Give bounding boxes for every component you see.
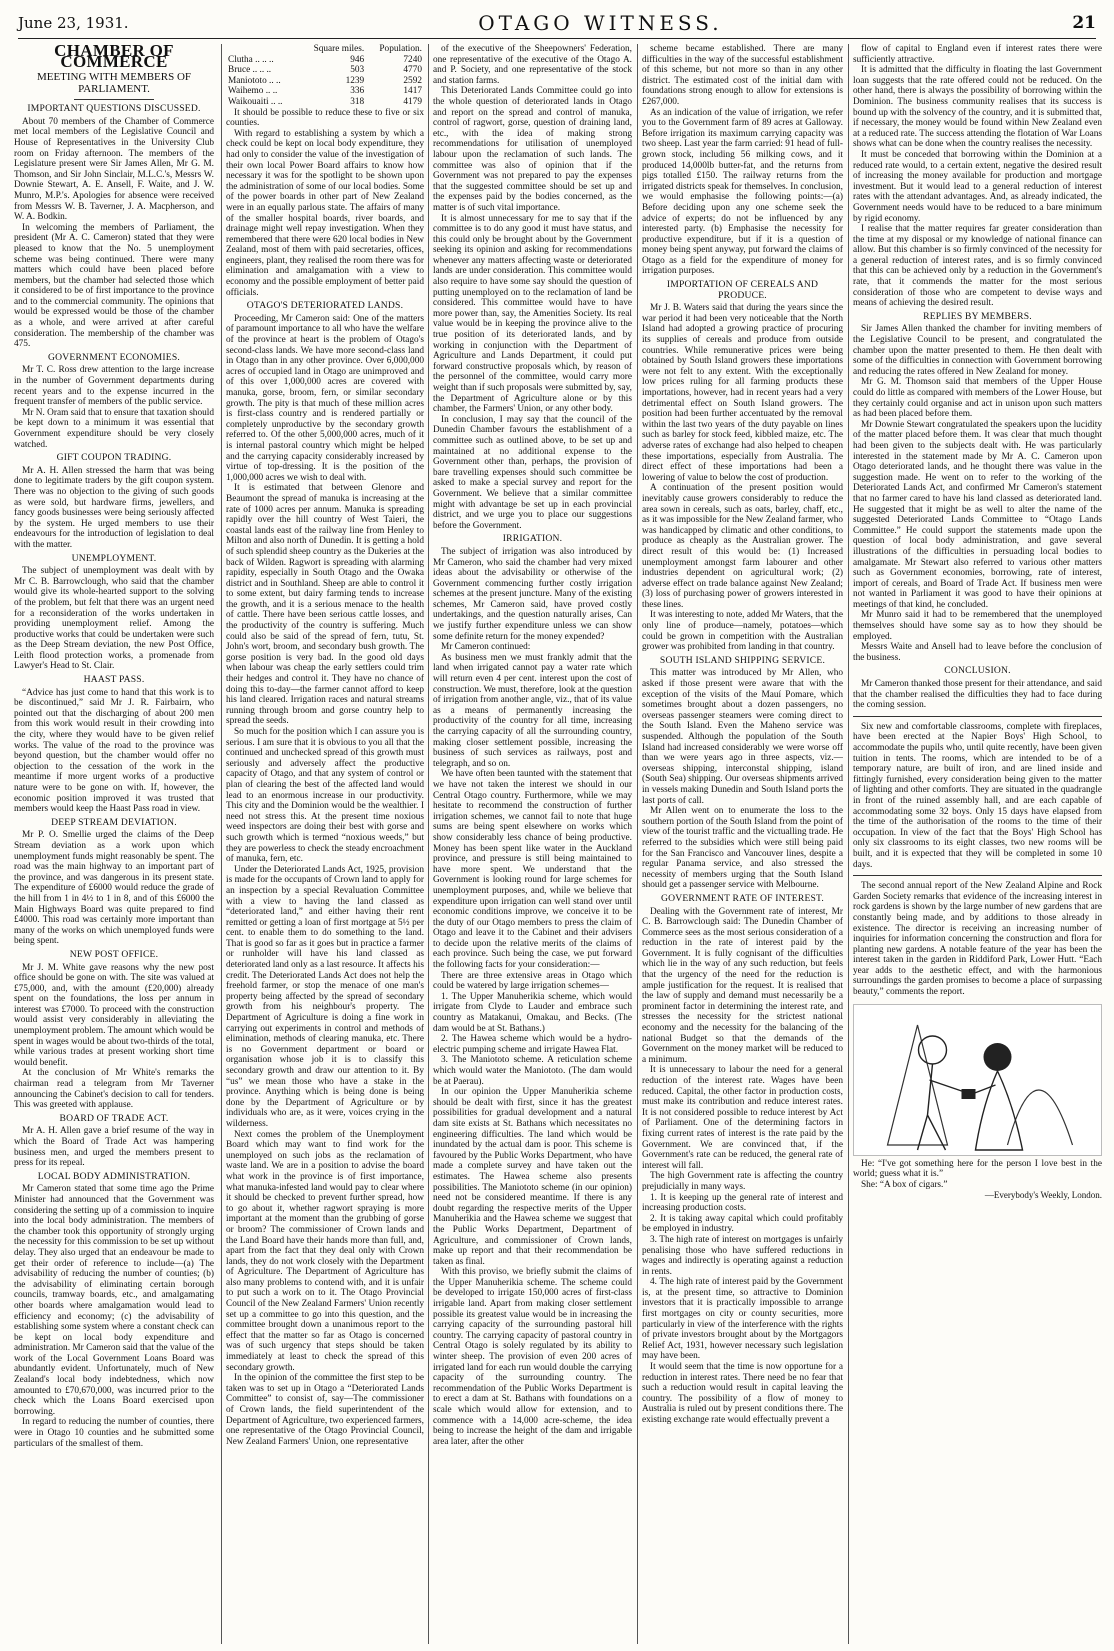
columns bbox=[14, 44, 1102, 1644]
section-heading: IMPORTATION OF CEREALS AND PRODUCE. bbox=[666, 279, 819, 301]
paragraph: Mr T. C. Ross drew attention to the large increase in the number of Government departments during recent years and to the expense incurred in the frequent transfer of members of the public service. bbox=[14, 365, 214, 408]
section-heading: IRRIGATION. bbox=[502, 533, 563, 545]
table-cell: Bruce .. .. .. bbox=[228, 65, 272, 76]
divider bbox=[853, 875, 1102, 876]
paragraph: In the opinion of the committee the first step to be taken was to set up in Otago a “Deteriorated Lands Committee” to consist of, say—The commissioner of Crown lands, the field superintendent of the Department of Agriculture, two experienced farmers, one representative of the Otago Provincial Council, New Zealand Farmers' Union, one representative bbox=[226, 1373, 424, 1447]
paragraph: The subject of unemployment was dealt with by Mr C. B. Barrowclough, who said that the chamber would give its whole-hearted support to the solving of the problem, but felt that there was an urgent need for a reconsideration of the works undertaken in providing unemployment relief. Among the productive works that could be undertaken were such as the Deep Stream deviation, the new Post Office, Leith flood protection works, a promenade from Lawyer's Head to St. Clair. bbox=[14, 566, 214, 672]
table-row bbox=[226, 86, 424, 97]
table-cell: 1417 bbox=[403, 86, 422, 97]
cartoon-couple-icon bbox=[854, 1005, 1101, 1155]
paragraph: 4. The high rate of interest paid by the Government is, at the present time, so attractive to Dominion investors that it is practically impossible to arrange first mortgages on city or county securities, more particularly in view of the interference with the rights of private investors brought about by the Mortgagors Relief Act, 1931, however necessary such legislation may have been. bbox=[642, 1277, 843, 1362]
column-rule bbox=[637, 44, 638, 1644]
paragraph: This Deteriorated Lands Committee could go into the whole question of deteriorated lands in Otago and report on the spread and control of manuka, control of ragwort, gorse, question of draining land, etc., with the idea of making strong recommendations for utilisation of unemployed labour upon the reclamation of such lands. The committee was also of opinion that if the Government was not prepared to pay the expenses that the suggested committee should be set up and the expenses paid by the bodies concerned, as the matter is of such vital importance. bbox=[433, 86, 632, 213]
paragraph: 2. It is taking away capital which could profitably be employed in industry. bbox=[642, 1213, 843, 1235]
paragraph: It is admitted that the difficulty in floating the last Government loan suggests that the rate offered could not be reduced. On the other hand, there is always the possibility of borrowing within the Dominion. The business community realises that its success is bound up with the solvency of the country, and it is submitted that, if necessary, the money would be found within New Zealand even at a reduced rate. The success attending the flotation of War Loans shows what can be done when the country realises the necessity. bbox=[853, 65, 1102, 150]
paragraph: Dealing with the Government rate of interest, Mr C. B. Barrowclough said: The Dunedin Chamber of Commerce sees as the most serious consideration of a reduction in the rate of interest paid by the Government. It is fully cognisant of the difficulties which lie in the way of any such reduction, but feels that the urgency of the need for the reduction is ample justification for the request. It is realised that the law of supply and demand must necessarily be a prominent factor in determining the interest rate, and stresses the necessity for the strictest national economy and the necessity for the balancing of the national Budget so that the demands of the Government on the money market will be reduced to a minimum. bbox=[642, 906, 843, 1065]
paragraph: Mr Cameron thanked those present for their attendance, and said that the chamber realised the difficulties they had to face during the coming session. bbox=[853, 679, 1102, 711]
counties-table bbox=[226, 44, 424, 108]
masthead bbox=[18, 8, 1096, 39]
column-rule bbox=[221, 44, 222, 1644]
divider bbox=[74, 99, 154, 100]
column-3 bbox=[433, 44, 632, 1644]
paragraph: Mr Munro said it had to be remembered that the unemployed themselves should have some say as to how they should be employed. bbox=[853, 610, 1102, 642]
paragraph: Mr A. H. Allen gave a brief resume of the way in which the Board of Trade Act was hampering business men, and urged the members present to press for its repeal. bbox=[14, 1126, 214, 1169]
cartoon-credit: —Everybody's Weekly, London. bbox=[984, 1190, 1102, 1201]
paragraph: It is estimated that between Glenore and Beaumont the spread of manuka is increasing at the rate of 1000 acres per annum. Manuka is spreading rapidly over the hill country of West Taieri, the coastal lands east of the railway line from Henley to Milton and also north of Dunedin. It is getting a hold of such splendid sheep country as the Dukeries at the back of Wilden. Ragwort is spreading with alarming rapidity, especially in South Otago and the Owaka district and in Southland. Sheep are able to control it to some extent, but dairy farming tends to increase the growth, and it is a serious menace to the health of cattle. There have been serious cattle losses, and the productivity of the country is suffering. Much could also be said of the spread of fern, tutu, St. John's wort, broom, and secondary bush growth. The gorse position is very bad. In the good old days when labour was cheap the early settlers could trim their hedges and control it. They have no chance of doing this to-day—the farmer cannot afford to keep his land cleared. Irrigation races and natural streams running through broom and gorse country help to spread the seeds. bbox=[226, 483, 424, 727]
paragraph: In regard to reducing the number of counties, there were in Otago 10 counties and he submitted some particulars of the smallest of them. bbox=[14, 1417, 214, 1449]
section-heading: UNEMPLOYMENT. bbox=[71, 552, 157, 564]
section-heading: NEW POST OFFICE. bbox=[69, 948, 159, 960]
paragraph: It would seem that the time is now opportune for a reduction in interest rates. There need be no fear that such a reduction would result in capital leaving the country. The possibility of a flow of money to Australia is ruled out by present conditions there. The existing exchange rate would effectually prevent a bbox=[642, 1362, 843, 1425]
paragraph: Mr Downie Stewart congratulated the speakers upon the lucidity of the matter placed before them. It was clear that much thought had been given to the subjects dealt with. He was particularly interested in the statement made by Mr A. C. Cameron upon Otago deteriorated lands, and he thought there was value in the suggestion made. He went on to refer to the working of the Deteriorated Lands Act, and confirmed Mr Cameron's statement that no farmer cared to have his land classed as deteriorated land. He suggested that it might be as well to alter the name of the suggested Deteriorated Lands Committee to “Otago Lands Committee.” He could support the statements made upon the question of local body administration, and gave several illustrations of the difficulties in persuading local bodies to amalgamate. Mr Stewart also referred to various other matters such as Government economies, borrowing, rate of interest, import of cereals, and Board of Trade Act. If business men were not wanted in Parliament it was good to have their opinions at meetings of that kind, he concluded. bbox=[853, 419, 1102, 610]
newspaper-title: OTAGO WITNESS. bbox=[478, 11, 723, 35]
section-heading: GOVERNMENT ECONOMIES. bbox=[48, 351, 180, 363]
column-2 bbox=[226, 44, 424, 1644]
divider bbox=[853, 716, 1102, 717]
paragraph: There are three extensive areas in Otago which could be watered by large irrigation schemes— bbox=[433, 970, 632, 992]
paragraph: 1. It is keeping up the general rate of interest and increasing production costs. bbox=[642, 1192, 843, 1214]
paragraph: With this proviso, we briefly submit the claims of the Upper Manuherikia scheme. The scheme could be developed to irrigate 150,000 acres of first-class irrigable land. Apart from making closer settlement possible its greatest value would be in increasing the carrying capacity of the surrounding pastoral hill country. The carrying capacity of pastoral country in Central Otago is solely regulated by its ability to winter sheep. The provision of even 200 acres of irrigated land for each run would double the carrying capacity of the surrounding country. The recommendation of the Public Works Department is to erect a dam at St. Bathans with foundations on a scale which would allow for extension, and to commence with a 14,000 acre-scheme, the idea being to increase the height of the dam and irrigable area later, after the other bbox=[433, 1267, 632, 1447]
column-rule bbox=[848, 44, 849, 1644]
paragraph: Mr A. H. Allen stressed the harm that was being done to legitimate traders by the gift coupon system. There was no objection to the giving of such goods as were sold, but hardware firms, jewellers, and fancy goods businesses were being seriously affected by the system. He urged members to use their endeavours for the introduction of legislation to deal with the matter. bbox=[14, 465, 214, 550]
paragraph: The second annual report of the New Zealand Alpine and Rock Garden Society remarks that evidence of the increasing interest in rock gardens is shown by the large number of new gardens that are constantly being made, and by additions to those already in existence. The director is receiving an increasing number of inquiries for information concerning the construction and flora for planting new gardens. A notable feature of the year has been the interest taken in the garden in Riddiford Park, Lower Hutt. “Each year adds to the aesthetic effect, and with the harmonious surroundings the garden promises to become a place of surpassing beauty,” comments the report. bbox=[853, 881, 1102, 998]
paragraph: Messrs Waite and Ansell had to leave before the conclusion of the business. bbox=[853, 642, 1102, 663]
paragraph: About 70 members of the Chamber of Commerce met local members of the Legislative Council and House of Representatives in the University Club room on Friday afternoon. The members of the Legislature present were Sir James Allen, Mr G. M. Thomson, and Sir John Sinclair, M.L.C.'s, Messrs W. Downie Stewart, A. E. Ansell, F. Waite, and J. W. Munro, M.P.'s. Apologies for absence were received from Messrs W. B. Taverner, J. A. Macpherson, and W. A. Bodkin. bbox=[14, 116, 214, 223]
paragraph: Mr P. O. Smellie urged the claims of the Deep Stream deviation as a work upon which unemployment funds might reasonably be spent. The road was the main highway to an important part of the province, and was dangerous in its present state. The expenditure of £6000 would reduce the grade of the hill from 1 in 4½ to 1 in 8, and of this £6000 the Main Highways Board was quite prepared to find £4000. This road was certainly more important than many of the works on which unemployed funds were being spent. bbox=[14, 830, 214, 947]
paragraph: It is almost unnecessary for me to say that if the committee is to do any good it must have status, and this could only be brought about by the Government seeking its opinion and asking for recommendations whenever any matters affecting waste or deteriorated lands are under consideration. This committee would also require to have some say should the question of putting unemployed on to the reclamation of land be considered. This committee would have to have more power than, say, the Amenities Society. Its real value would be in keeping the province alive to the true position of its deteriorated lands, and by working in conjunction with the Department of Agriculture and Lands Department, it could put forward constructive proposals which, by reason of the personnel of the committee, would carry more weight than if such proposals were submitted by, say, the Department of Agriculture alone or by this chamber, the Farmers' Union, or any other body. bbox=[433, 213, 632, 415]
column-1 bbox=[14, 44, 214, 1644]
paragraph: scheme became established. There are many difficulties in the way of the successful establishment of this scheme, but not more so than in any other district. The estimated cost of the initial dam with foundations strong enough to allow for extensions is £267,000. bbox=[642, 44, 843, 107]
paragraph: In conclusion, I may say that the council of the Dunedin Chamber favours the establishment of a committee such as outlined above, to be set up and maintained at no additional expense to the Government other than, perhaps, the provision of bare travelling expenses should such committee be asked to make a special survey and report for the Government. We believe that a similar committee might with advantage be set up in each provincial district, and we urge you to place our suggestions before the Government. bbox=[433, 414, 632, 531]
paragraph: Proceeding, Mr Cameron said: One of the matters of paramount importance to all who have the welfare of the province at heart is the problem of Otago's second-class lands. We have more second-class land in Otago than in any other province. Over 6,000,000 acres of occupied land in Otago are unimproved and of this over 1,000,000 acres are covered with manuka, gorse, broom, fern, or similar secondary growth. The pity is that much of these million acres is first-class country and is rendered partially or completely unproductive by the secondary growth referred to. Of the other 5,000,000 acres, much of it is internal pastoral country which might be helped and the carrying capacity considerably increased by virtue of top-dressing. It is the position of the 1,000,000 acres we wish to deal with. bbox=[226, 313, 424, 483]
table-cell: 2592 bbox=[403, 75, 422, 86]
table-header-row bbox=[226, 44, 424, 55]
table-cell: 7240 bbox=[403, 54, 422, 65]
section-heading: SOUTH ISLAND SHIPPING SERVICE. bbox=[659, 654, 826, 666]
paragraph: 3. The Maniototo scheme. A reticulation scheme which would water the Maniototo. (The dam would be at Paerau). bbox=[433, 1055, 632, 1087]
paragraph: flow of capital to England even if interest rates there were sufficiently attractive. bbox=[853, 44, 1102, 65]
paragraph: Mr Cameron continued: bbox=[441, 642, 531, 653]
paragraph: Mr J. M. White gave reasons why the new post office should be gone on with. The site was valued at £75,000, and, with the amount (£20,000) already spent on the foundations, the loss per annum in interest was £7000. To proceed with the construction would assist very considerably in alleviating the unemployment problem. The amount which would be spent in wages would be about two-thirds of the total, while various trades at present working short time would benefit. bbox=[14, 962, 214, 1068]
paragraph: As business men we must frankly admit that the land when irrigated cannot pay a water rate which will return even 4 per cent. interest upon the cost of construction. We must, therefore, look at the question of irrigation from another angle, viz., that of its value as a means of permanently increasing the productivity of the country for all time, increasing the carrying capacity of all the surrounding country, making closer settlement possible, increasing the business of such services as railways, post and telegraph, and so on. bbox=[433, 652, 632, 769]
table-cell: 336 bbox=[350, 86, 365, 97]
paragraph: Mr G. M. Thomson said that members of the Upper House could do little as compared with members of the Lower House, but they certainly could organise and act in unison upon such matters as had been placed before them. bbox=[853, 377, 1102, 420]
table-header: Square miles. bbox=[313, 44, 365, 54]
paragraph: 1. The Upper Manuherikia scheme, which would irrigate from Clyde to Lauder and embrace such country as Matakanui, Omakau, and Becks. (The dam would be at St. Bathans.) bbox=[433, 991, 632, 1034]
section-heading: IMPORTANT QUESTIONS DISCUSSED. bbox=[27, 103, 201, 115]
paragraph: The subject of irrigation was also introduced by Mr Cameron, who said the chamber had very mixed ideas about the advisability or otherwise of the Government commencing further costly irrigation schemes at the present juncture. Many of the existing schemes, Mr Cameron said, have proved costly undertakings, and the question naturally arises, Can we justify further expenditure unless we can show some definite return for the money expended? bbox=[433, 546, 632, 642]
paragraph: 2. The Hawea scheme which would be a hydro-electric pumping scheme and irrigate Hawea Flat. bbox=[433, 1034, 632, 1055]
table-cell: Waikouaiti .. .. bbox=[228, 96, 283, 107]
paragraph: In our opinion the Upper Manuherikia scheme should be dealt with first, since it has the greatest possibilities for gradual development and a natural dam site exists at St. Bathans which necessitates no engineering difficulties. The land which would be inundated by the actual dam is poor. This scheme is favoured by the Public Works Department, who have made a complete survey and have taken out the estimates. The Hawea scheme also presents possibilities. The Maniototo scheme (in our opinion) need not be considered meantime. If there is any doubt regarding the respective merits of the Upper Manuherikia and the Hawea scheme we suggest that the Public Works Department, Department of Agriculture, and commissioner of Crown lands, make up report and that their recommendation be taken as final. bbox=[433, 1087, 632, 1267]
section-heading: GIFT COUPON TRADING. bbox=[56, 452, 172, 464]
paragraph: It must be conceded that borrowing within the Dominion at a reduced rate would, to a certain extent, negative the desired result of increasing the money available for production and mortgage investment. But it would lead to a general reduction of interest rates with the attendant advantages. And, as already indicated, the Government needs would have to be reduced to a bare minimum by rigid economy. bbox=[853, 149, 1102, 224]
paragraph: Under the Deteriorated Lands Act, 1925, provision is made for the occupants of Crown land to apply for an inspection by a special Revaluation Committee with a view to having the land classed as “deteriorated land,” and either having their rent remitted or getting a loan of first mortgage at 5½ per cent. to enable them to do something to the land. That is good so far as it goes but in practice a farmer or runholder will have his land classed as deteriorated land only as a last resource. It affects his credit. The Deteriorated Lands Act does not help the freehold farmer, or stop the menace of one man's property being affected by the spread of secondary growth from his neighbour's property. The Department of Agriculture is doing a fine work in carrying out experiments in control and methods of elimination, methods of clearing manuka, etc. There is no Government department or board or organisation whose job it is to classify this secondary growth and draw our attention to it. By “us” we mean those who have a stake in the province. Anything which is being done is being done by the Department of Agriculture or by individuals who are, as it were, voices crying in the wilderness. bbox=[226, 864, 424, 1129]
paragraph: I realise that the matter requires far greater consideration than the time at my disposal or my knowledge of national finance can allow. But this chamber is so firmly convinced of the necessity for a general reduction of interest rates, and is so firmly convinced that this can be achieved only by a reduction in the Government's rate, that it commends the matter for the most serious consideration of those who are competent to devise ways and means of achieving the desired result. bbox=[853, 224, 1102, 309]
table-row bbox=[226, 76, 424, 87]
section-heading: BOARD OF TRADE ACT. bbox=[59, 1112, 169, 1124]
paragraph: Sir James Allen thanked the chamber for inviting members of the Legislative Council to be present, and congratulated the chamber upon the matter presented to them. He then dealt with some of the difficulties in connection with Government borrowing and reducing the rates offered in New Zealand for money. bbox=[853, 324, 1102, 377]
table-header bbox=[226, 44, 299, 55]
paragraph: It should be possible to reduce these to five or six counties. bbox=[226, 107, 424, 129]
table-header: Population. bbox=[379, 44, 422, 54]
table-row bbox=[226, 65, 424, 76]
paragraph: In welcoming the members of Parliament, the president (Mr A. C. Cameron) stated that they were pleased to know that the No. 5 unemployment scheme was being continued. There were many matters which could have been placed before members, but the chamber had selected those which it considered to be of first importance to the province and to the commercial community. The opinions that would be expressed would be those of the chamber as a whole, and were arrived at after careful consideration. The membership of the chamber was 475. bbox=[14, 222, 214, 350]
paragraph: Mr N. Oram said that to ensure that taxation should be kept down to a minimum it was essential that Government expenditure should be very closely watched. bbox=[14, 407, 214, 450]
paragraph: “Advice has just come to hand that this work is to be discontinued,” said Mr J. R. Fairbairn, who pointed out that the discharging of about 200 men from this work would result in their crowding into the city, where they would have to be given relief works. The value of the road to the province was beyond question, but the chamber would offer no objection to the cessation of the work in the meantime if more urgent works of a productive nature were to be gone on with. If, however, the economic position improved it was trusted that members would keep the Haast Pass road in view. bbox=[14, 687, 214, 815]
page-number: 21 bbox=[1072, 13, 1096, 33]
paragraph: Mr J. B. Waters said that during the years since the war period it had been very noticeable that the North Island had adopted a growing practice of procuring its supplies of cereals and produce from outside countries. While remunerative prices were being obtained by South Island growers these importations were not felt to any extent. With the exceptionally low prices ruling for all farming products these importations, however, had in recent years had a very detrimental effect on South Island growers. The position had been further accentuated by the removal within the last two years of the duty payable on lines such as barley for stock feed, kibbled maize, etc. The adverse rates of exchange had also helped to cheapen these importations, especially from Australia. The direct effect of these importations had been a lowering of value to below the cost of production. bbox=[642, 303, 843, 483]
table-cell: 503 bbox=[350, 65, 365, 76]
paragraph: So much for the position which I can assure you is serious. I am sure that it is obvious to you all that the continued and unchecked spread of this growth must seriously and adversely affect the productive capacity of Otago, and that any system of control or plan of clearing the best of the affected land would lead to an enormous increase in our productivity. This city and the Dominion would be the wealthier. I need not stress this. At the present time noxious weed inspectors are doing their best with gorse and such growth which is termed “noxious weeds,” but they are powerless to check the steady encroachment of manuka, fern, etc. bbox=[226, 727, 424, 865]
table-cell: Maniototo .. .. bbox=[228, 75, 281, 86]
cartoon-caption: He: “I've got something here for the person I love best in the world; guess what it is.” bbox=[853, 1158, 1102, 1180]
section-heading: CONCLUSION. bbox=[944, 665, 1011, 677]
paragraph: As an indication of the value of irrigation, we refer you to the Government farm of 89 acres at Galloway. Before irrigation its maximum carrying capacity was two sheep. Last year the farm carried: 91 head of full-grown stock, including 56 milking cows, and it produced 14,000lb butter-fat, and the returns from pigs totalled £150. The railway returns from the irrigated districts speak for themselves. In conclusion, we would emphasise the following points:—(a) Before deciding upon any one scheme seek the advice of experts; do not be influenced by any interested party. (b) Emphasise the necessity for productive expenditure, but if it is a question of money being spent anyway, put forward the claims of Otago as a field for the expenditure of money for irrigation purposes. bbox=[642, 107, 843, 277]
section-heading: LOCAL BODY ADMINISTRATION. bbox=[37, 1170, 191, 1182]
column-5 bbox=[853, 44, 1102, 1644]
cartoon-caption: She: “A box of cigars.” bbox=[861, 1179, 948, 1190]
paragraph: Six new and comfortable classrooms, complete with fireplaces, have been erected at the Napier Boys' High School, to accommodate the pupils who, until quite recently, have been given tuition in tents. The rooms, which are intended to be of a temporary nature, are built of iron, and are lined inside and fittingly furnished, every consideration being given to the matter of lighting and other comforts. They are situated in the quadrangle in front of the ruined assembly hall, and are each capable of accommodating some 32 boys. Only 15 days have elapsed from the time of the authorisation of the rooms to the time of their occupation. In view of the fact that the Boys' High School has only six classrooms to its eight classes, two new rooms will be built, and it is expected that they will be completed in some 10 days. bbox=[853, 721, 1102, 870]
table-row bbox=[226, 97, 424, 108]
paragraph: It was interesting to note, added Mr Waters, that the only line of produce—namely, potatoes—which could be grown in competition with the Australian grower was prohibited from landing in that country. bbox=[642, 610, 843, 653]
paragraph: A continuation of the present position would inevitably cause growers considerably to reduce the area sown in cereals, such as oats, barley, chaff, etc., as it was impossible for the New Zealand farmer, who was handicapped by climatic and other conditions, to produce as cheaply as the Australian grower. The direct result of this would be: (1) Increased unemployment amongst farm labourer and other industries dependent on agricultural work; (2) adverse effect on trade balance against New Zealand; (3) loss of purchasing power of growers interested in these lines. bbox=[642, 483, 843, 610]
column-4 bbox=[642, 44, 843, 1644]
paragraph: The high Government rate is affecting the country prejudicially in many ways. bbox=[642, 1171, 843, 1192]
table-cell: 4179 bbox=[403, 96, 422, 107]
paragraph: This matter was introduced by Mr Allen, who asked if those present were aware that with the exception of the visits of the Mauí Pomare, which sometimes brought about a dozen passengers, no overseas passenger steamers were coming direct to the South Island. Even the Maheno service was suspended. Although the population of the South Island had increased considerably we were worse off than we were years ago in three aspects, viz.—overseas shipping, interconstal shipping, island (South Sea) shipping. Our overseas shipments arrived in vessels making Dunedin and South Island ports the last ports of call. bbox=[642, 668, 843, 806]
headline: CHAMBER OF COMMERCE bbox=[54, 44, 174, 71]
section-heading: REPLIES BY MEMBERS. bbox=[923, 310, 1032, 322]
section-heading: GOVERNMENT RATE OF INTEREST. bbox=[660, 892, 824, 904]
subheadline: MEETING WITH MEMBERS OF PARLIAMENT. bbox=[36, 71, 192, 96]
table-cell: 1239 bbox=[345, 75, 365, 86]
paragraph: With regard to establishing a system by which a check could be kept on local body expenditure, they had only to consider the value of the investigation of their own local Power Board affairs to know how necessary it was for the spotlight to be shown upon the administration of some of our local bodies. Some of the power boards in other part of New Zealand were in an equally parlous state. The affairs of many of the smaller hospital boards, river boards, and drainage might well repay investigation. When they remembered that there were 620 local bodies in New Zealand, most of them with paid secretaries, offices, engineers, plant, they realised the room there was for elimination and amalgamation with a view to economy and the possible employment of better paid officials. bbox=[226, 128, 424, 298]
issue-date: June 23, 1931. bbox=[18, 14, 129, 32]
paragraph: Next comes the problem of the Unemployment Board which may want to find work for the unemployed on such jobs as the reclamation of waste land. We are in a position to advise the board what work in the province is of first importance, what manuka-infested land would pay to clear where it should be checked to prevent further spread, how to go about it, whether ragwort spraying is more important at the moment than the grubbing of gorse or broom? The commissioner of Crown lands and the Land Board have their hands more than full, and, apart from the fact that they deal only with Crown lands, they do not work closely with the Department of Agriculture. The Department of Agriculture has also many problems to contend with, and it is unfair to put such a work on to it. The Otago Provincial Council of the New Zealand Farmers' Union recently set up a committee to go into this question, and the committee brought down a unanimous report to the effect that the matter so far as Otago is concerned was of such urgency that steps should be taken immediately at least to check the spread of this secondary growth. bbox=[226, 1129, 424, 1373]
paragraph: We have often been taunted with the statement that we have not taken the interest we should in our Central Otago country. Furthermore, while we may hesitate to recommend the construction of further irrigation schemes, we cannot fail to note that huge sums are being spent elsewhere on works which show considerably less chance of being productive. Money has been spent like water in the Auckland province, and pressure is still being maintained to have more spent. We understand that the Government is looking round for large schemes for unemployment purposes, and, while we believe that expenditure upon irrigation can well stand over until economic conditions improve, we conceive it to be the duty of our Otago members to press the claim of Otago and leave it to the Cabinet and their advisers to decide upon the relative merits of the claims of each province. Such being the case, we put forward the following facts for your consideration:— bbox=[433, 769, 632, 971]
cartoon-illustration bbox=[853, 1004, 1102, 1156]
column-rule bbox=[428, 44, 429, 1644]
table-cell: Clutha .. .. .. bbox=[228, 54, 274, 65]
paragraph: of the executive of the Sheepowners' Federation, one representative of the executive of the Otago A. and P. Society, and one representative of the stock and station farms. bbox=[433, 44, 632, 86]
table-row bbox=[226, 55, 424, 66]
paragraph: Mr Allen went on to enumerate the loss to the southern portion of the South Island from the point of view of the tourist traffic and the victualling trade. He referred to the subsidies which were still being paid for the San Francisco and Vancouver lines, despite a regular Panama service, and also stressed the necessity of members urging that the South Island should get a passenger service with Melbourne. bbox=[642, 806, 843, 891]
section-heading: HAAST PASS. bbox=[83, 674, 145, 686]
section-heading: DEEP STREAM DEVIATION. bbox=[51, 816, 177, 828]
table-cell: Waihemo .. .. bbox=[228, 86, 278, 97]
paragraph: 3. The high rate of interest on mortgages is unfairly penalising those who have suffered reductions in wages and indirectly is operating against a reduction in rents. bbox=[642, 1234, 843, 1277]
table-cell: 318 bbox=[350, 96, 365, 107]
paragraph: Mr Cameron stated that some time ago the Prime Minister had announced that the Government was considering the setting up of a commission to inquire into the local body administration. The members of the chamber took this opportunity of strongly urging the necessity for this commission to be set up without delay. They also urged that an endeavour be made to get their order of reference to include—(a) The advisability of reducing the number of counties; (b) the advisability of eliminating certain borough councils, tramway boards, etc., and amalgamating other boards where amalgamation would lead to efficiency and economy; (c) the advisability of establishing some system where a constant check can be kept on local body expenditure and administration. Mr Cameron said that the value of the work of the Local Government Loans Board was abundantly evident. Unfortunately, much of New Zealand's local body indebtedness, which now amounted to £70,670,000, was incurred prior to the check which the Loans Board exercised upon borrowing. bbox=[14, 1184, 214, 1417]
paragraph: At the conclusion of Mr White's remarks the chairman read a telegram from Mr Taverner announcing the Cabinet's decision to call for tenders. This was greeted with applause. bbox=[14, 1068, 214, 1111]
section-heading: OTAGO'S DETERIORATED LANDS. bbox=[246, 300, 404, 312]
table-cell: 946 bbox=[350, 54, 365, 65]
table-cell: 4770 bbox=[403, 65, 422, 76]
paragraph: It is unnecessary to labour the need for a general reduction of the interest rate. Wages have been reduced. Capital, the other factor in production costs, must make its contribution and reduce interest rates. It is not considered possible to reduce interest by Act of Parliament. One of the determining factors in fixing current rates of interest is the rate paid by the Government. We are convinced that, if the Government's rate can be reduced, the general rate of interest will fall. bbox=[642, 1065, 843, 1171]
